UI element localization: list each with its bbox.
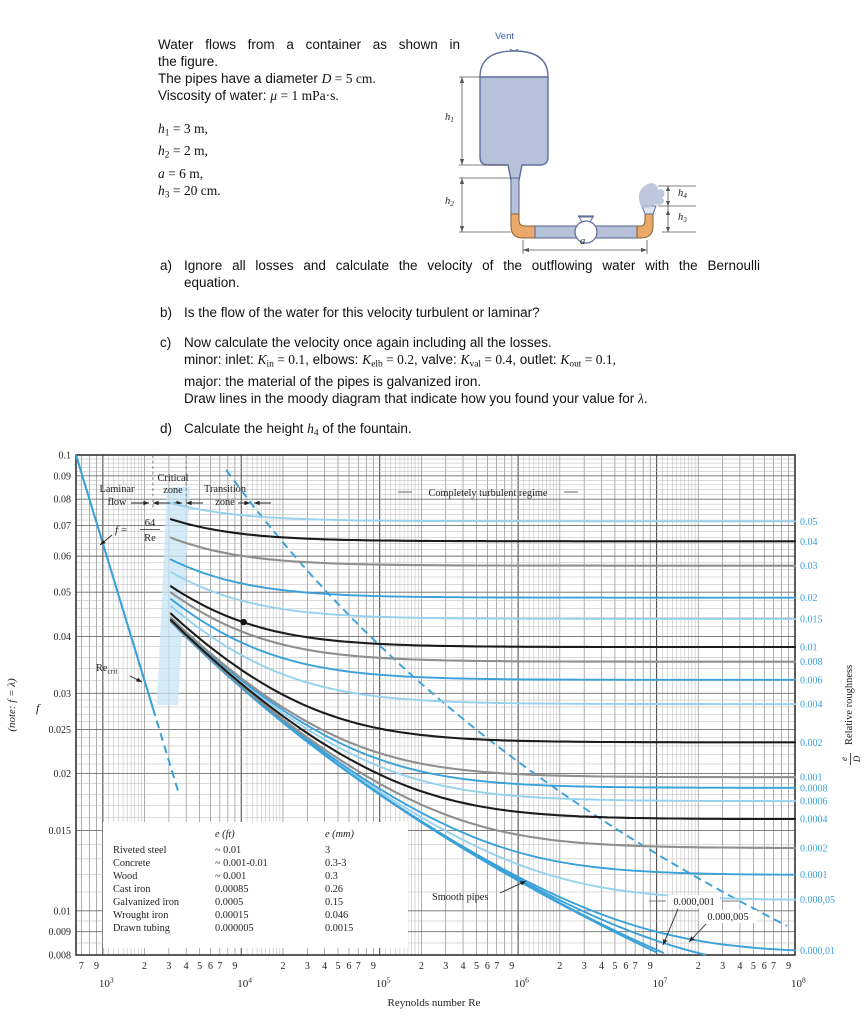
h1-label: h1: [445, 112, 454, 124]
svg-text:0.000005: 0.000005: [215, 923, 254, 934]
svg-text:0.04: 0.04: [53, 631, 71, 643]
svg-text:7: 7: [355, 961, 361, 972]
svg-text:0.26: 0.26: [325, 884, 344, 895]
question-text: minor: inlet: Kin = 0.1, elbows: Kelb = 0.2, valve: Kval = 0.4, outlet: Kout = 0.1,: [184, 352, 617, 370]
arrowhead: [523, 248, 529, 252]
svg-text:6: 6: [346, 961, 352, 972]
svg-text:0.08: 0.08: [53, 494, 71, 506]
svg-text:5: 5: [197, 961, 203, 972]
svg-text:3: 3: [720, 961, 726, 972]
right-elbow: [637, 214, 653, 238]
tank-pipe-drawing: [440, 28, 725, 263]
svg-text:2: 2: [280, 961, 286, 972]
svg-text:Wood: Wood: [113, 871, 138, 882]
intro-line: Viscosity of water: μ = 1 mPa·s.: [158, 88, 339, 103]
arrowhead: [666, 201, 670, 206]
given-a: a = 6 m,: [158, 165, 204, 181]
svg-text:Relative roughness: Relative roughness: [844, 664, 855, 745]
arrowhead: [460, 178, 464, 184]
svg-text:9: 9: [232, 961, 238, 972]
svg-text:Re: Re: [144, 533, 156, 544]
svg-text:104: $10^4$: [237, 975, 253, 990]
svg-text:3: 3: [581, 961, 587, 972]
svg-text:D: D: [852, 755, 862, 763]
svg-text:9: 9: [786, 961, 792, 972]
fountain-splash: [639, 183, 665, 208]
svg-text:0.03: 0.03: [53, 688, 71, 700]
svg-text:9: 9: [370, 961, 376, 972]
svg-text:0.0008: 0.0008: [800, 783, 828, 795]
svg-text:3: 3: [304, 961, 310, 972]
svg-text:0.3: 0.3: [325, 871, 338, 882]
svg-text:0.0006: 0.0006: [800, 796, 828, 808]
svg-text:103: $10^3$: [98, 975, 114, 990]
svg-text:(note: f = λ): (note: f = λ): [6, 678, 18, 732]
svg-text:7: 7: [771, 961, 777, 972]
question-b: [160, 304, 766, 321]
svg-text:7: 7: [632, 961, 638, 972]
question-letter: c): [160, 335, 172, 350]
svg-text:0.04: 0.04: [800, 536, 818, 548]
svg-text:9: 9: [93, 961, 99, 972]
svg-text:4: 4: [598, 961, 604, 972]
given-h2: h2 = 2 m,: [158, 143, 208, 161]
left-elbow: [511, 214, 535, 238]
svg-text:Concrete: Concrete: [113, 858, 151, 869]
given-h3: h3 = 20 cm.: [158, 182, 221, 201]
svg-text:0.06: 0.06: [53, 551, 71, 563]
svg-text:0.004: 0.004: [800, 699, 823, 711]
svg-text:6: 6: [761, 961, 767, 972]
svg-text:3: 3: [443, 961, 449, 972]
svg-text:0.05: 0.05: [53, 587, 71, 599]
question-a: [160, 257, 766, 291]
svg-text:e: e: [839, 757, 849, 761]
svg-text:2: 2: [695, 961, 701, 972]
svg-text:0.002: 0.002: [800, 737, 823, 749]
svg-text:2: 2: [557, 961, 563, 972]
svg-text:107: $10^7$: [652, 975, 668, 990]
svg-text:flow: flow: [107, 497, 127, 508]
tank-dome: [480, 51, 548, 77]
arrowhead: [666, 186, 670, 191]
svg-text:0.000,05: 0.000,05: [800, 895, 835, 907]
svg-text:0.0002: 0.0002: [800, 843, 828, 855]
question-text: Ignore all losses and calculate the velocity of the outflowing water with the Bernoulli: [184, 258, 760, 273]
svg-text:0.02: 0.02: [800, 593, 818, 605]
svg-text:0.01: 0.01: [53, 906, 71, 918]
question-list: [160, 257, 766, 456]
intro-line: the figure.: [158, 54, 219, 69]
svg-text:9: 9: [647, 961, 653, 972]
svg-text:0.006: 0.006: [800, 675, 823, 687]
question-text: Is the flow of the water for this velocity turbulent or laminar?: [184, 305, 540, 320]
svg-text:~ 0.001-0.01: ~ 0.001-0.01: [215, 858, 268, 869]
svg-text:0.009: 0.009: [48, 927, 71, 939]
svg-text:0.03: 0.03: [800, 561, 818, 573]
svg-text:0.001: 0.001: [800, 772, 823, 784]
question-text: Calculate the height h4 of the fountain.: [184, 421, 412, 439]
question-letter: d): [160, 421, 173, 437]
svg-text:e (ft): e (ft): [215, 829, 235, 840]
h3-label: h3: [678, 212, 687, 224]
svg-text:0.0015: 0.0015: [325, 923, 354, 934]
svg-text:0.025: 0.025: [48, 724, 71, 736]
question-letter: b): [160, 305, 173, 320]
svg-text:0.000,001: 0.000,001: [673, 897, 715, 908]
svg-text:0.09: 0.09: [53, 471, 71, 483]
svg-text:4: 4: [737, 961, 743, 972]
svg-text:0.00085: 0.00085: [215, 884, 249, 895]
svg-text:64: 64: [144, 518, 156, 529]
svg-text:0.0001: 0.0001: [800, 870, 828, 882]
svg-text:Critical: Critical: [157, 473, 189, 484]
question-c: [160, 334, 766, 407]
svg-text:0.008: 0.008: [48, 950, 71, 962]
question-text: Now calculate the velocity once again including all the losses.: [184, 335, 552, 350]
svg-text:Reynolds number Re: Reynolds number Re: [387, 997, 481, 1009]
svg-text:3: 3: [325, 845, 331, 856]
svg-text:6: 6: [208, 961, 214, 972]
svg-text:Laminar: Laminar: [99, 484, 135, 495]
svg-text:5: 5: [335, 961, 341, 972]
svg-text:0.1: 0.1: [58, 450, 71, 462]
question-letter: a): [160, 258, 173, 273]
svg-text:4: 4: [183, 961, 189, 972]
svg-text:0.015: 0.015: [48, 826, 71, 838]
svg-text:0.000,01: 0.000,01: [800, 945, 835, 957]
arrowhead: [666, 227, 670, 232]
svg-text:0.0004: 0.0004: [800, 814, 828, 826]
svg-text:Transition: Transition: [204, 484, 246, 495]
svg-text:0.01: 0.01: [800, 642, 818, 654]
svg-text:Recrit: $Re_{crit}$: [96, 663, 118, 676]
svg-text:0.046: 0.046: [325, 910, 349, 921]
svg-text:5: 5: [473, 961, 479, 972]
svg-text:0.15: 0.15: [325, 897, 344, 908]
arrowhead: [460, 226, 464, 232]
svg-text:Wrought iron: Wrought iron: [113, 910, 169, 921]
svg-text:106: $10^6$: [514, 975, 529, 990]
arrowhead: [666, 210, 670, 215]
problem-statement: [158, 36, 460, 204]
svg-text:Smooth pipes: Smooth pipes: [432, 892, 489, 903]
svg-text:Drawn tubing: Drawn tubing: [113, 923, 170, 934]
question-text: major: the material of the pipes is galvanized iron.: [184, 374, 482, 390]
svg-text:5: 5: [750, 961, 756, 972]
intro-line: Water flows from a container as shown in: [158, 37, 460, 52]
h4-label: h4: [678, 188, 687, 200]
svg-text:0.05: 0.05: [800, 516, 818, 528]
svg-text:e (mm): e (mm): [325, 829, 354, 840]
svg-text:0.0005: 0.0005: [215, 897, 244, 908]
svg-text:7: 7: [217, 961, 223, 972]
vent-label: Vent: [495, 31, 515, 42]
system-figure: [440, 28, 725, 263]
tank-water: [480, 77, 548, 180]
svg-text:Cast iron: Cast iron: [113, 884, 151, 895]
svg-text:0.07: 0.07: [53, 521, 71, 533]
svg-text:f: f: [115, 524, 119, 536]
svg-text:0.00015: 0.00015: [215, 910, 249, 921]
svg-text:=: =: [121, 524, 128, 536]
arrowhead: [460, 159, 464, 165]
svg-text:6: 6: [484, 961, 490, 972]
svg-text:0.008: 0.008: [800, 657, 823, 669]
question-text: equation.: [184, 275, 240, 290]
svg-text:~ 0.001: ~ 0.001: [215, 871, 247, 882]
question-text: Draw lines in the moody diagram that indicate how you found your value for λ.: [184, 391, 648, 407]
arrowhead: [460, 77, 464, 83]
svg-text:0.000,005: 0.000,005: [707, 912, 749, 923]
svg-text:Riveted steel: Riveted steel: [113, 845, 167, 856]
h2-label: h2: [445, 196, 454, 208]
svg-text:9: 9: [509, 961, 515, 972]
svg-text:6: 6: [623, 961, 629, 972]
svg-text:7: 7: [494, 961, 500, 972]
given-h1: h1 = 3 m,: [158, 121, 208, 139]
svg-text:2: 2: [418, 961, 424, 972]
svg-text:zone: zone: [163, 485, 183, 496]
svg-text:0.3-3: 0.3-3: [325, 858, 347, 869]
svg-text:~ 0.01: ~ 0.01: [215, 845, 242, 856]
svg-text:108: $10^8$: [791, 975, 806, 990]
svg-text:105: $10^5$: [375, 975, 391, 990]
svg-text:0.015: 0.015: [800, 614, 823, 626]
svg-text:5: 5: [612, 961, 618, 972]
svg-text:zone: zone: [215, 497, 235, 508]
svg-text:Galvanized iron: Galvanized iron: [113, 897, 180, 908]
svg-text:0.02: 0.02: [53, 769, 71, 781]
svg-text:4: 4: [460, 961, 466, 972]
intro-line: The pipes have a diameter D = 5 cm.: [158, 71, 376, 86]
moody-diagram: [0, 440, 868, 1024]
svg-text:4: 4: [322, 961, 328, 972]
svg-text:Completely turbulent regime: Completely turbulent regime: [428, 488, 548, 499]
a-label: a: [580, 236, 586, 247]
svg-text:7: 7: [78, 961, 84, 972]
svg-text:2: 2: [142, 961, 148, 972]
svg-text:f: f: [36, 701, 40, 715]
valve-body: [575, 221, 597, 243]
given-values: [158, 120, 460, 204]
svg-text:3: 3: [166, 961, 172, 972]
arrowhead: [641, 248, 647, 252]
